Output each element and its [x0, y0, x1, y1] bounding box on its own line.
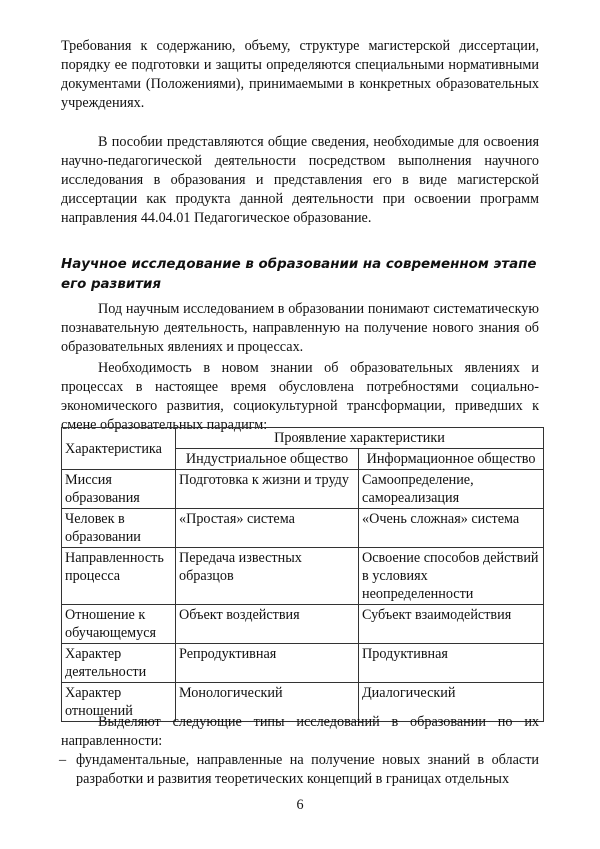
table-row	[62, 548, 544, 605]
research-types-list	[61, 751, 539, 789]
row-characteristic: Миссия образования	[62, 470, 176, 509]
header-industrial: Индустриальное общество	[176, 449, 359, 470]
header-information: Информационное общество	[359, 449, 544, 470]
section-heading: Научное исследование в образовании на современном этапе его развития	[61, 257, 537, 292]
row-information: Освоение способов действий в условиях неопределенности	[359, 548, 544, 605]
row-information: Диалогический	[359, 683, 544, 722]
page-number: 6	[296, 797, 304, 813]
row-characteristic: Направленность процесса	[62, 548, 176, 605]
row-information: Продуктивная	[359, 644, 544, 683]
row-information: Субъект взаимодействия	[359, 605, 544, 644]
paragraph-definition: Под научным исследованием в образовании понимают систематическую познавательную деятельность, направленную на получение нового знания об образовательных явлениях и процессах.	[61, 301, 539, 355]
header-manifestation: Проявление характеристики	[176, 428, 544, 449]
list-item	[61, 751, 539, 789]
list-dash: –	[59, 752, 67, 768]
row-industrial: Объект воздействия	[176, 605, 359, 644]
row-industrial: Передача известных образцов	[176, 548, 359, 605]
header-characteristic: Характеристика	[62, 428, 176, 470]
row-industrial: Репродуктивная	[176, 644, 359, 683]
table-row	[62, 470, 544, 509]
row-industrial: «Простая» система	[176, 509, 359, 548]
row-industrial: Подготовка к жизни и труду	[176, 470, 359, 509]
row-industrial: Монологический	[176, 683, 359, 722]
row-information: «Очень сложная» система	[359, 509, 544, 548]
paragraph-manual-overview: В пособии представляются общие сведения, необходимые для освоения научно-педагогической деятельности посредством выполнения научного исследования в образования и представления его в виде магистерской диссертации как продукта данной деятельности при освоении программ направления 44.04.01 Педагогическое образование.	[61, 134, 539, 226]
row-characteristic: Человек в образовании	[62, 509, 176, 548]
table-row	[62, 605, 544, 644]
table-row	[62, 509, 544, 548]
row-characteristic: Отношение к обучающемуся	[62, 605, 176, 644]
table-header-row	[62, 428, 544, 449]
list-item-text: фундаментальные, направленные на получение новых знаний в области разработки и развития теоретических концепций в границах отдельных	[76, 752, 539, 787]
row-characteristic: Характер отношений	[62, 683, 176, 722]
table-row	[62, 644, 544, 683]
row-information: Самоопределение, самореализация	[359, 470, 544, 509]
paragraph-requirements: Требования к содержанию, объему, структуре магистерской диссертации, порядку ее подготовки и защиты определяются специальными нормативными документами (Положениями), принимаемыми в конкретных образовательных учреждениях.	[61, 38, 539, 111]
paragraph-research-types: Выделяют следующие типы исследований в образовании по их направленности:	[61, 714, 539, 749]
row-characteristic: Характер деятельности	[62, 644, 176, 683]
paradigm-comparison-table	[61, 427, 544, 722]
paragraph-necessity: Необходимость в новом знании об образовательных явлениях и процессах в настоящее время обусловлена потребностями социально-экономического развития, социокультурной трансформации, приведших к смене образовательных парадигм:	[61, 360, 539, 433]
